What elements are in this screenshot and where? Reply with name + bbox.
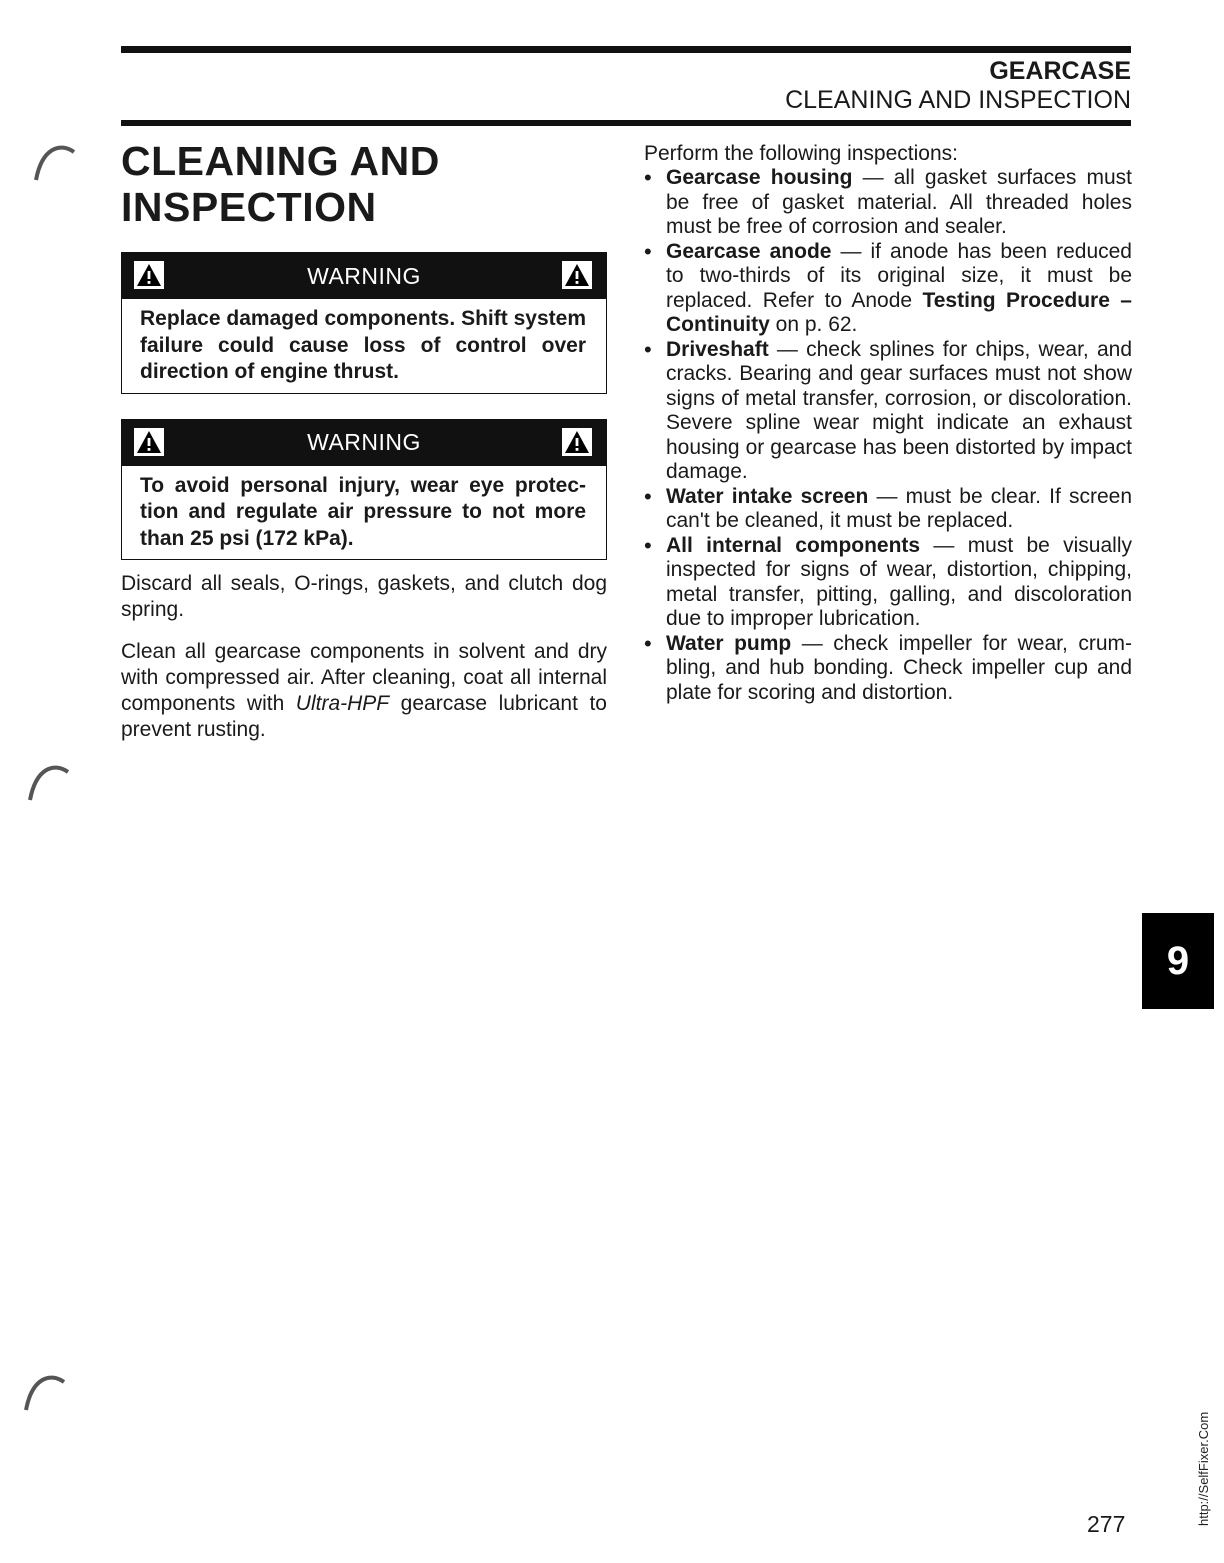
section-title: CLEANING AND INSPECTION xyxy=(785,86,1131,114)
paragraph-clean: Clean all gearcase components in solvent and dry with compressed air. After cleaning, coat all internal components with Ultra-HPF gearcase lubricant to prevent rusting. xyxy=(121,640,607,741)
header-rule xyxy=(121,46,1131,53)
warning-triangle-icon xyxy=(134,261,164,289)
page-title: CLEANING AND INSPECTION xyxy=(121,138,440,230)
list-item: • All internal components — must be visually inspected for signs of wear, distortion, chipping, metal transfer, pitting, galling, and discoloration due to improper lubrication. xyxy=(644,534,1132,632)
cross-reference: Testing Procedure – Continuity xyxy=(666,288,1132,336)
warning-text: To avoid personal injury, wear eye protection and regulate air pressure to not more than 25 psi (172 kPa). xyxy=(140,473,586,550)
list-item: • Gearcase anode — if anode has been reduced to two-thirds of its original size, it must be replaced. Refer to Anode Testing Procedure – Continuity on p. 62. xyxy=(644,240,1132,338)
warning-text: Replace damaged components. Shift system failure could cause loss of control over direction of engine thrust. xyxy=(140,307,586,383)
warning-triangle-icon xyxy=(134,428,164,456)
running-header xyxy=(785,58,1131,115)
warning-label: WARNING xyxy=(307,429,421,455)
left-column xyxy=(121,138,607,743)
paragraph-discard: Discard all seals, O-rings, gaskets, and clutch dog spring. xyxy=(121,572,607,621)
warning-label: WARNING xyxy=(307,262,421,289)
list-item: • Water intake screen — must be clear. If screen can't be cleaned, it must be replaced. xyxy=(644,485,1132,534)
binder-hole-mark xyxy=(30,140,80,190)
warning-box xyxy=(121,252,607,394)
warning-header xyxy=(122,253,606,299)
chapter-tab: 9 xyxy=(1142,913,1214,1009)
binder-hole-mark xyxy=(20,1370,70,1420)
warning-box xyxy=(121,419,607,561)
warning-header xyxy=(122,420,606,466)
page-number: 277 xyxy=(1087,1511,1126,1537)
binder-hole-mark xyxy=(24,760,74,810)
right-column xyxy=(644,141,1132,705)
warning-triangle-icon xyxy=(562,428,592,456)
watermark-url: http://SelfFixer.Com xyxy=(1196,1411,1211,1526)
list-item: • Driveshaft — check splines for chips, wear, and cracks. Bearing and gear surfaces must not show signs of metal transfer, corrosion, or discoloration. Severe spline wear might indicate an exhaust housing or gearcase has been distorted by impact damage. xyxy=(644,338,1132,485)
chapter-title: GEARCASE xyxy=(989,57,1131,85)
list-item: • Water pump — check impeller for wear, crumbling, and hub bonding. Check impeller cup and plate for scoring and distortion. xyxy=(644,632,1132,706)
header-rule-bottom xyxy=(121,120,1131,126)
inspection-intro: Perform the following inspections: xyxy=(644,142,958,165)
product-name: Ultra-HPF xyxy=(295,692,390,715)
inspection-list xyxy=(644,166,1132,705)
warning-triangle-icon xyxy=(562,261,592,289)
list-item: • Gearcase housing — all gasket surfaces must be free of gasket material. All threaded holes must be free of corrosion and sealer. xyxy=(644,166,1132,240)
